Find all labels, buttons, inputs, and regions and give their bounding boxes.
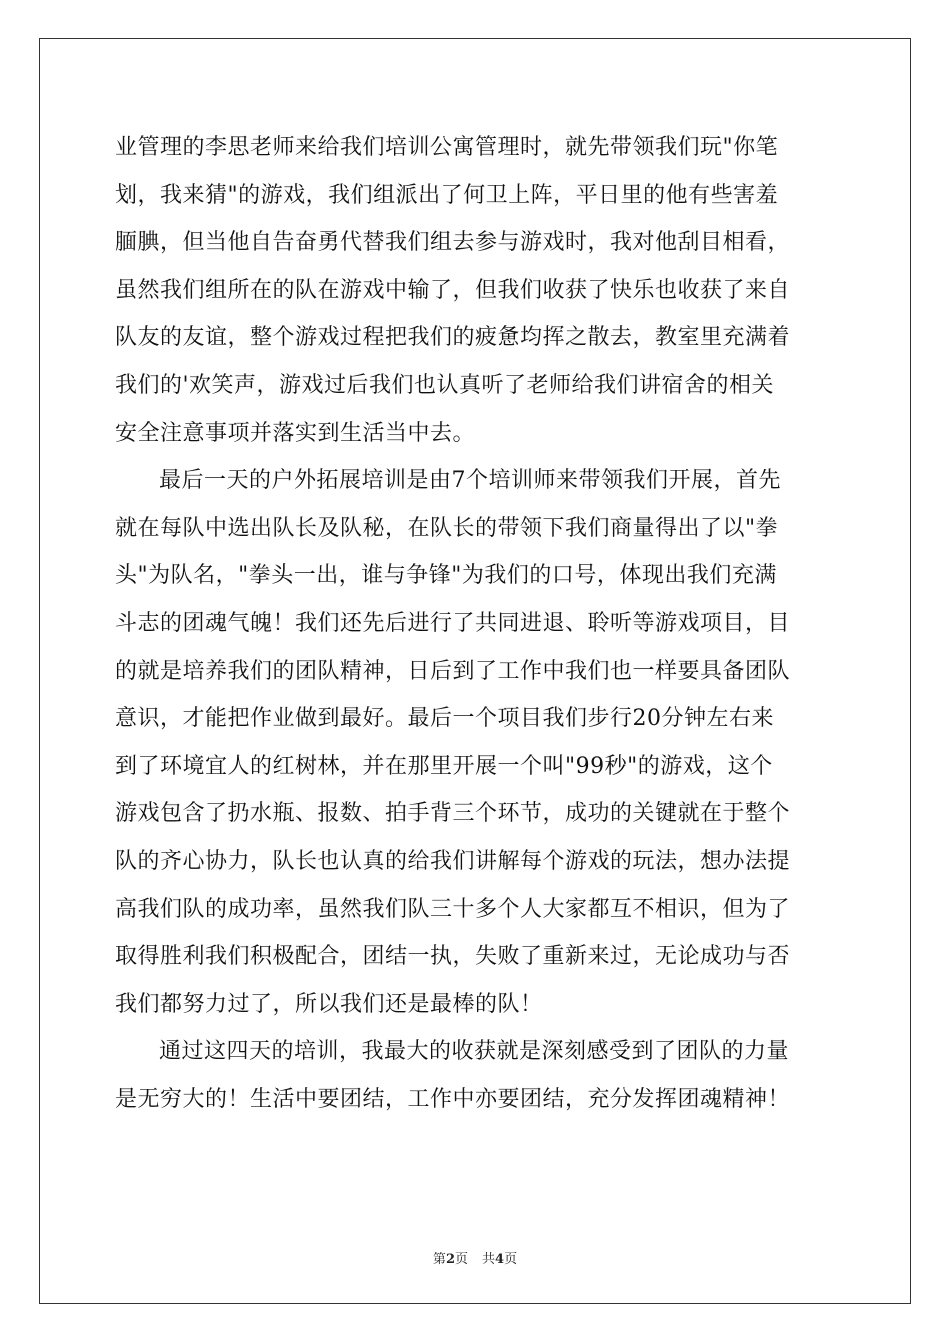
text-line: 通过这四天的培训，我最大的收获就是深刻感受到了团队的力量 [159,1039,790,1065]
text-line: 腼腆，但当他自告奋勇代替我们组去参与游戏时，我对他刮目相看， [115,230,791,256]
text-line: 队友的友谊，整个游戏过程把我们的疲惫均挥之散去，教室里充满着 [115,325,791,351]
text-line: 意识，才能把作业做到最好。最后一个项目我们步行20分钟左右来 [115,706,774,732]
text-line: 业管理的李思老师来给我们培训公寓管理时，就先带领我们玩"你笔 [115,135,779,160]
text-line: 就在每队中选出队长及队秘，在队长的带领下我们商量得出了以"拳 [115,515,779,541]
text-line: 最后一天的户外拓展培训是由7个培训师来带领我们开展，首先 [159,468,781,494]
current-page-number: 2 [445,1252,455,1267]
text-line: 取得胜利我们积极配合，团结一执，失败了重新来过，无论成功与否 [115,944,791,970]
total-page-number: 4 [495,1252,505,1267]
text-line: 高我们队的成功率，虽然我们队三十多个人大家都互不相识，但为了 [115,896,791,922]
text-line: 斗志的团魂气魄！我们还先后进行了共同进退、聆听等游戏项目，目 [115,610,791,636]
page-number-prefix: 第 [432,1252,446,1267]
page-footer [0,1248,950,1267]
document-body [115,124,835,1123]
text-line: 安全注意事项并落实到生活当中去。 [115,420,476,446]
text-line: 虽然我们组所在的队在游戏中输了，但我们收获了快乐也收获了来自 [115,277,791,303]
text-line: 头"为队名，"拳头一出，谁与争锋"为我们的口号，体现出我们充满 [115,563,777,589]
text-line: 我们都努力过了，所以我们还是最棒的队！ [115,991,543,1017]
text-line: 划，我来猜"的游戏，我们组派出了何卫上阵，平日里的他有些害羞 [115,182,779,208]
text-line: 是无穷大的！生活中要团结，工作中亦要团结，充分发挥团魂精神！ [115,1086,791,1112]
total-pages-suffix: 页 [504,1252,518,1267]
text-line: 队的齐心协力，队长也认真的给我们讲解每个游戏的玩法，想办法提 [115,848,791,874]
text-line: 的就是培养我们的团队精神，日后到了工作中我们也一样要具备团队 [115,658,791,684]
total-pages-prefix: 共 [482,1252,496,1267]
text-line: 到了环境宜人的红树林，并在那里开展一个叫"99秒"的游戏，这个 [115,753,773,779]
text-line: 游戏包含了扔水瓶、报数、拍手背三个环节，成功的关键就在于整个 [115,801,791,827]
page-number-suffix: 页 [454,1252,468,1267]
text-line: 我们的'欢笑声，游戏过后我们也认真听了老师给我们讲宿舍的相关 [115,372,775,398]
